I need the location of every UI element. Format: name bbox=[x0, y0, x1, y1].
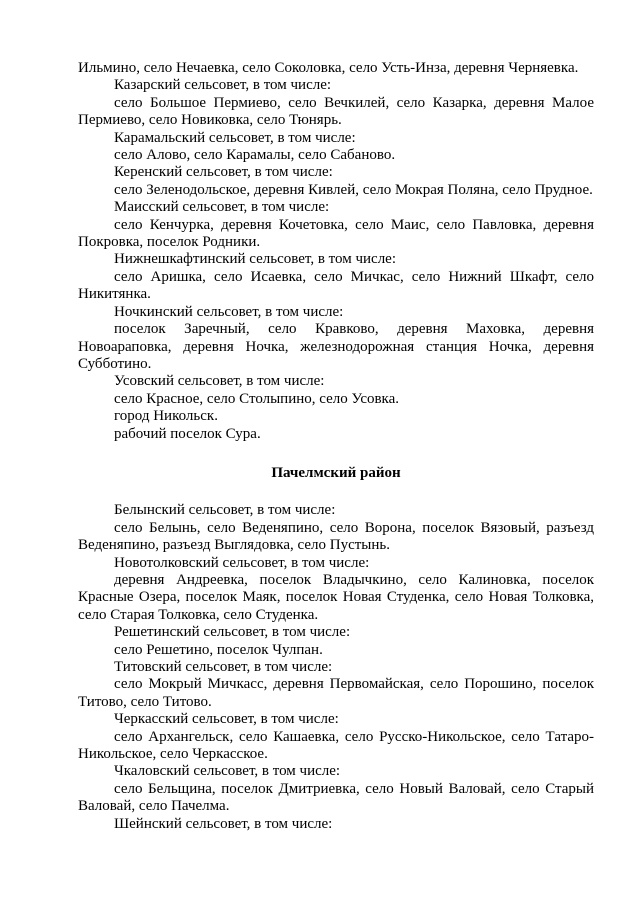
council-heading: Черкасский сельсовет, в том числе: bbox=[114, 711, 339, 728]
settlement-list: село Аришка, село Исаевка, село Мичкас, село Нижний Шкафт, село Никитянка. bbox=[78, 268, 594, 303]
settlement-list: село Зеленодольское, деревня Кивлей, село Мокрая Поляна, село Прудное. bbox=[114, 181, 593, 198]
paragraph: Ильмино, село Нечаевка, село Соколовка, село Усть-Инза, деревня Черняевка. bbox=[78, 60, 579, 76]
council-heading: Решетинский сельсовет, в том числе: bbox=[114, 624, 351, 641]
council-heading: Белынский сельсовет, в том числе: bbox=[114, 502, 336, 519]
settlement-list: село Мокрый Мичкасс, деревня Первомайская, село Порошино, поселок Титово, село Титово. bbox=[78, 676, 594, 710]
settlement-list: село Алово, село Карамалы, село Сабаново. bbox=[114, 147, 396, 164]
council-heading: Маисский сельсовет, в том числе: bbox=[114, 199, 330, 216]
council-heading: Карамальский сельсовет, в том числе: bbox=[114, 129, 356, 146]
settlement-list: село Белынь, село Веденяпино, село Ворона, поселок Вязовый, разъезд Веденяпино, разъезд Выглядовка, село Пустынь. bbox=[78, 519, 594, 554]
settlement-list: деревня Андреевка, поселок Владычкино, село Калиновка, поселок Красные Озера, поселок Маяк, поселок Новая Студенка, село Новая Толковка, село Старая Толковка, село Студенка. bbox=[78, 571, 594, 623]
district-heading: Пачелмский район bbox=[271, 464, 401, 481]
settlement-list: село Кенчурка, деревня Кочетовка, село Маис, село Павловка, деревня Покровка, поселок Родники. bbox=[78, 216, 594, 251]
settlement-entry: рабочий поселок Сура. bbox=[114, 425, 261, 442]
council-heading: Казарский сельсовет, в том числе: bbox=[114, 77, 332, 94]
document-page bbox=[78, 60, 594, 833]
council-heading: Титовский сельсовет, в том числе: bbox=[114, 659, 333, 675]
settlement-list: село Бельщина, поселок Дмитриевка, село Новый Валовай, село Старый Валовай, село Пачелма. bbox=[78, 780, 594, 815]
settlement-list: село Красное, село Столыпино, село Усовка. bbox=[114, 390, 400, 407]
settlement-list: село Решетино, поселок Чулпан. bbox=[114, 641, 323, 658]
settlement-list: село Большое Пермиево, село Вечкилей, село Казарка, деревня Малое Пермиево, село Новиковка, село Тюнярь. bbox=[78, 94, 594, 129]
council-heading: Ночкинский сельсовет, в том числе: bbox=[114, 303, 344, 320]
council-heading: Нижнешкафтинский сельсовет, в том числе: bbox=[114, 251, 397, 268]
settlement-list: поселок Заречный, село Кравково, деревня Маховка, деревня Новоараповка, деревня Ночка, железнодорожная станция Ночка, деревня Субботино. bbox=[78, 321, 594, 372]
council-heading: Керенский сельсовет, в том числе: bbox=[114, 164, 333, 181]
city-entry: город Никольск. bbox=[114, 408, 218, 425]
council-heading: Новотолковский сельсовет, в том числе: bbox=[114, 554, 370, 571]
council-heading: Чкаловский сельсовет, в том числе: bbox=[114, 763, 341, 780]
council-heading: Усовский сельсовет, в том числе: bbox=[114, 373, 325, 390]
council-heading: Шейнский сельсовет, в том числе: bbox=[114, 815, 333, 832]
settlement-list: село Архангельск, село Кашаевка, село Русско-Никольское, село Татаро-Никольское, село Черкасское. bbox=[78, 728, 594, 763]
